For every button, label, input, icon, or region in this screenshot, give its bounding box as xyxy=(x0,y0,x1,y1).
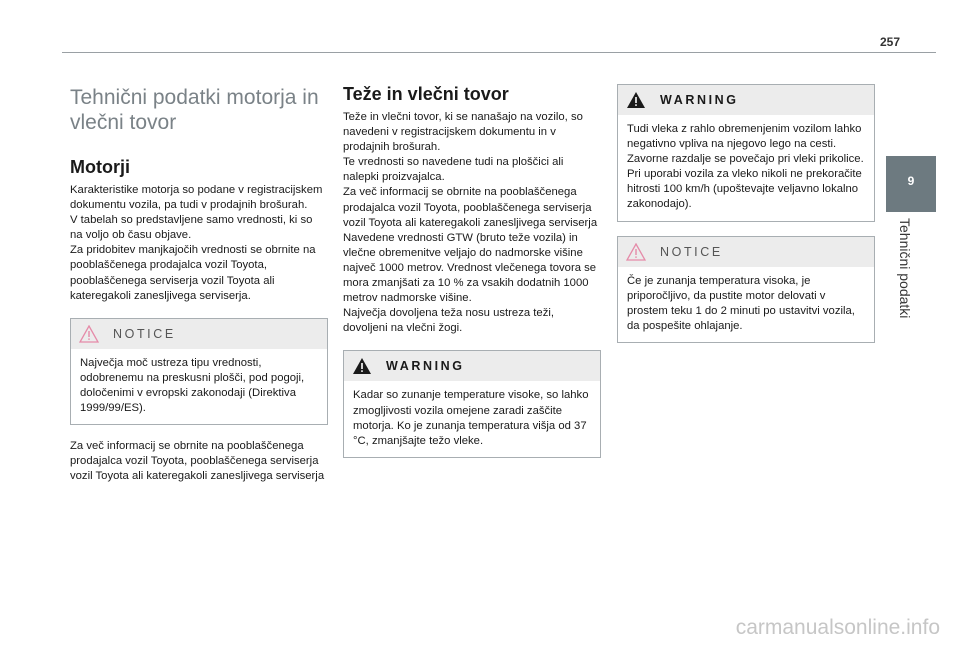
notice-text-temperature: Če je zunanja temperatura visoka, je priporočljivo, da pustite motor delovati v prostem teku 1 do 2 minuti po ustavitvi vozila, da pospešite ohlajanje. xyxy=(627,274,855,332)
page-number: 257 xyxy=(880,35,901,49)
engines-heading: Motorji xyxy=(70,157,130,177)
chapter-label-container xyxy=(897,218,917,358)
warning-triangle-icon xyxy=(352,357,372,375)
notice-text: Največja moč ustreza tipu vrednosti, odobrenemu na preskusni plošči, pod pogoji, določenimi v evropski zakonodaji (Direktiva 1999/99/ES). xyxy=(80,356,305,415)
notice-label-temperature: NOTICE xyxy=(660,244,723,259)
column-weights xyxy=(343,80,601,458)
page-title: Tehnični podatki motorja in vlečni tovor xyxy=(70,86,319,134)
weights-paragraph: Teže in vlečni tovor, ki se nanašajo na vozilo, so navedeni v registracijskem dokumentu in v prodajnih brošurah. Te vrednosti so navedene tudi na ploščici ali nalepki proizvajalca. Za več informacij se obrnite na pooblaščenega prodajalca vozil Toyota, pooblaščenega serviserja vozil Toyota ali kateregakoli zanesljivega serviserja Navedene vrednosti GTW (bruto teže vozila) in vlečne obremenitve veljajo do nadmorske višine največ 1000 metrov. Vrednost vlečenega tovora se mora zmanjšati za 10 % za vsakih dodatnih 1000 metrov nadmorske višine. Največja dovoljena teža nosu ustreza teži, dovoljeni na vlečni žogi. xyxy=(343,111,598,335)
warning-header-towing xyxy=(618,85,874,115)
notice-triangle-icon xyxy=(79,325,99,343)
notice-box xyxy=(70,318,328,425)
chapter-label: Tehnični podatki xyxy=(897,218,913,319)
chapter-number: 9 xyxy=(907,174,915,188)
engines-paragraph-2: Za več informacij se obrnite na pooblaščenega prodajalca vozil Toyota, pooblaščenega serviserja vozil Toyota ali kateregakoli zanesljivega serviserja xyxy=(70,440,325,483)
warning-text: Kadar so zunanje temperature visoke, so lahko zmogljivosti vozila omejene zaradi zaščite motorja. Ko je zunanja temperatura višja od 37 °C, zmanjšajte težo vleke. xyxy=(353,389,589,447)
watermark: carmanualsonline.info xyxy=(735,616,940,639)
notice-triangle-icon xyxy=(626,243,646,261)
notice-header-temperature xyxy=(618,237,874,267)
warning-label-towing: WARNING xyxy=(660,93,739,107)
header-rule xyxy=(62,52,936,53)
warning-triangle-icon xyxy=(626,91,646,109)
engines-paragraph: Karakteristike motorja so podane v registracijskem dokumentu vozila, pa tudi v prodajnih brošurah. V tabelah so predstavljene samo vrednosti, ki so na voljo ob času objave. Za pridobitev manjkajočih vrednosti se obrnite na pooblaščenega prodajalca vozil Toyota, pooblaščenega serviserja vozil Toyota ali kateregakoli zanesljivega serviserja. xyxy=(70,184,323,302)
warning-box-towing xyxy=(617,84,875,222)
warning-header xyxy=(344,351,600,381)
warning-text-towing: Tudi vleka z rahlo obremenjenim vozilom lahko negativno vpliva na njegovo lego na cesti. Zavorne razdalje se povečajo pri vleki prikolice. Pri uporabi vozila za vleko nikoli ne prekoračite hitrosti 100 km/h (upoštevajte veljavno lokalno zakonodajo). xyxy=(627,123,864,211)
notice-label: NOTICE xyxy=(113,326,176,341)
weights-heading: Teže in vlečni tovor xyxy=(343,84,509,104)
column-engines xyxy=(70,80,328,484)
warning-label: WARNING xyxy=(386,359,465,374)
warning-box xyxy=(343,350,601,457)
column-towing-notes xyxy=(617,80,875,343)
notice-box-temperature xyxy=(617,236,875,343)
notice-header xyxy=(71,319,327,349)
